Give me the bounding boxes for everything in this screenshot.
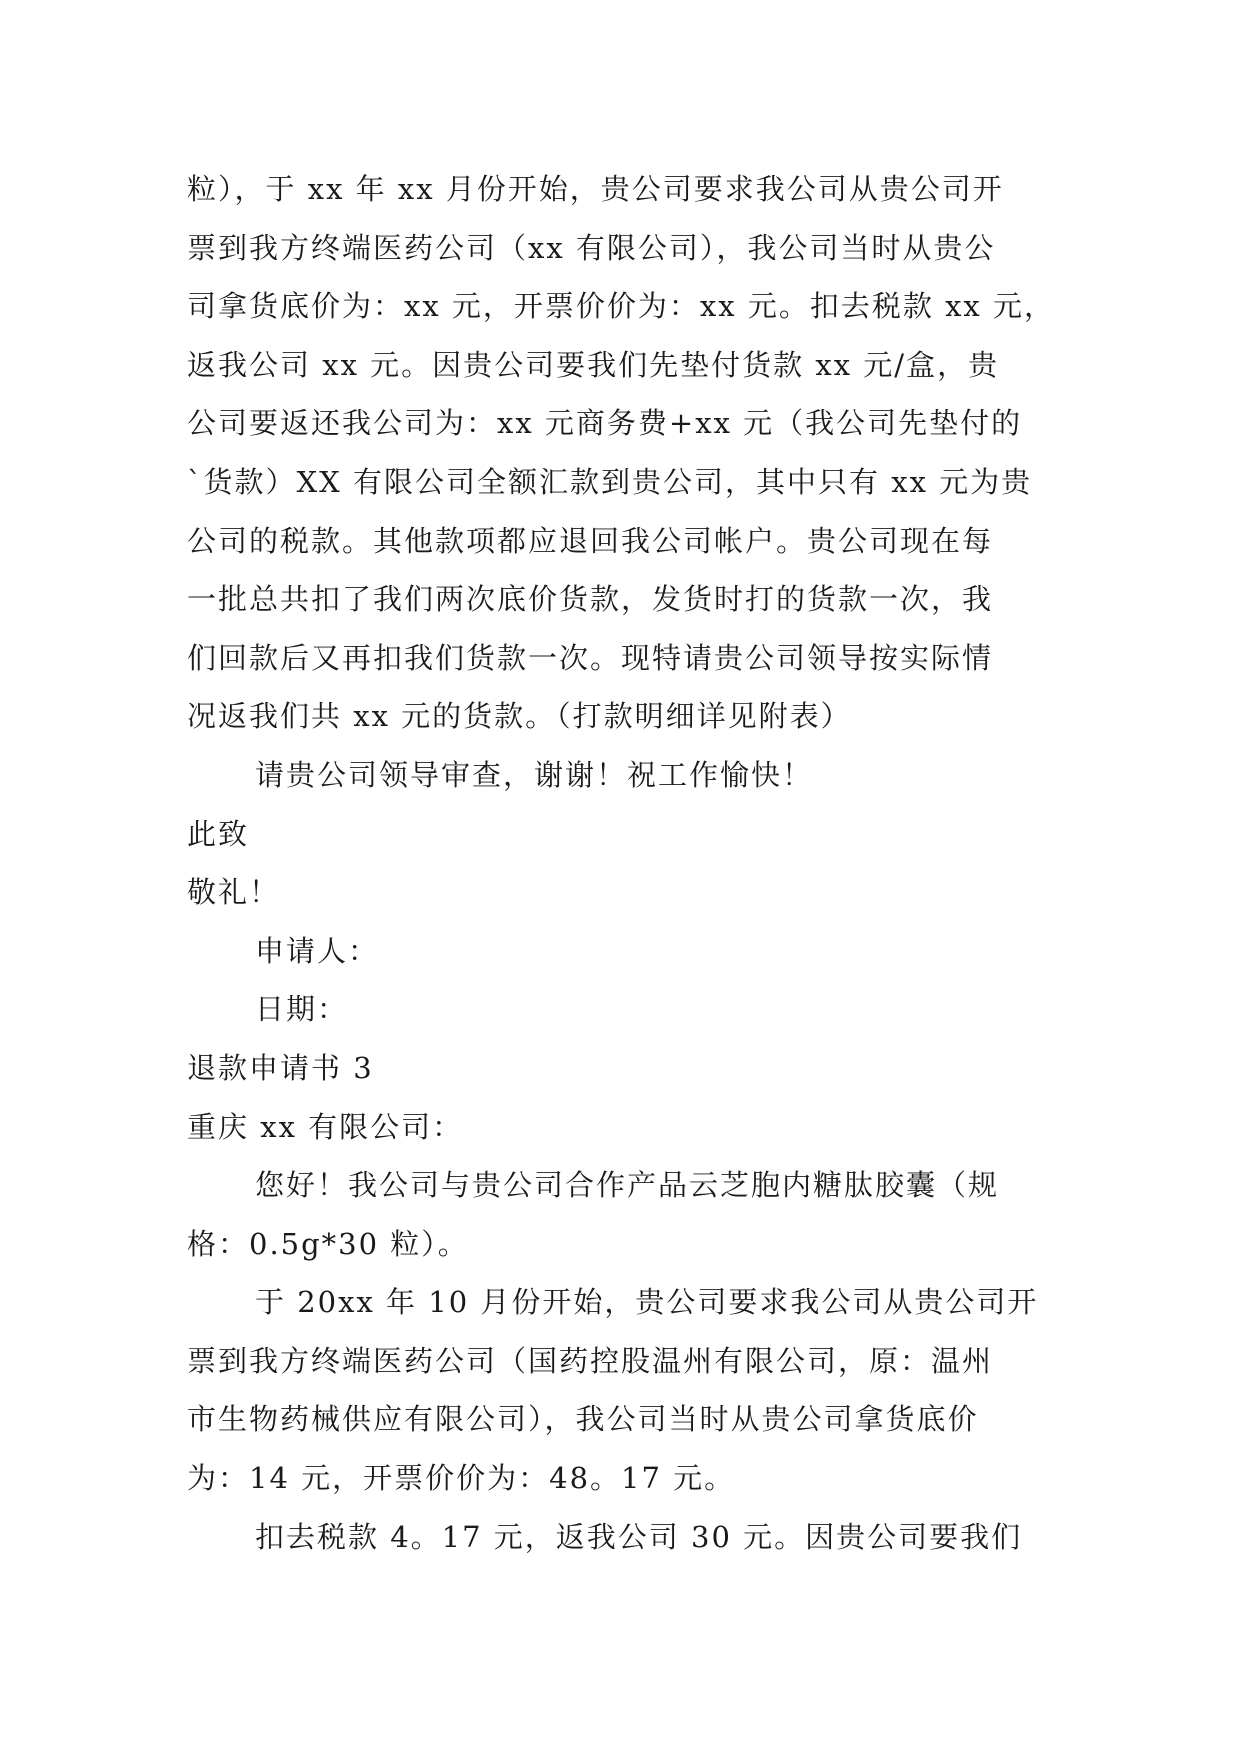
applicant-label: 申请人： bbox=[255, 933, 380, 968]
text-line: 市生物药械供应有限公司），我公司当时从贵公司拿货底价 bbox=[187, 1402, 979, 1437]
salutation-cizhi: 此致 bbox=[187, 816, 250, 851]
text-line: 一批总共扣了我们两次底价货款，发货时打的货款一次，我 bbox=[187, 582, 994, 617]
closing-request: 请贵公司领导审查，谢谢！祝工作愉快！ bbox=[255, 757, 814, 792]
text-line: 您好！我公司与贵公司合作产品云芝胞内糖肽胶囊（规 bbox=[255, 1168, 1000, 1203]
text-line: 粒），于 xx 年 xx 月份开始，贵公司要求我公司从贵公司开 bbox=[187, 172, 1004, 206]
section-title: 退款申请书 3 bbox=[187, 1050, 374, 1085]
salutation-jingli: 敬礼！ bbox=[187, 875, 281, 910]
text-line: 返我公司 xx 元。因贵公司要我们先垫付货款 xx 元/盒，贵 bbox=[187, 347, 1000, 382]
recipient: 重庆 xx 有限公司： bbox=[187, 1109, 464, 1144]
text-line: 票到我方终端医药公司（国药控股温州有限公司，原：温州 bbox=[187, 1343, 994, 1378]
text-line: 票到我方终端医药公司（xx 有限公司），我公司当时从贵公 bbox=[187, 230, 996, 265]
document-body bbox=[187, 160, 1057, 1566]
text-line: 扣去税款 4。17 元，返我公司 30 元。因贵公司要我们 bbox=[255, 1519, 1023, 1554]
text-line: 司拿货底价为：xx 元，开票价价为：xx 元。扣去税款 xx 元， bbox=[187, 289, 1056, 324]
date-label: 日期： bbox=[255, 992, 349, 1027]
text-line: 公司的税款。其他款项都应退回我公司帐户。贵公司现在每 bbox=[187, 523, 994, 558]
text-line: 于 20xx 年 10 月份开始，贵公司要求我公司从贵公司开 bbox=[255, 1285, 1039, 1320]
text-line: 为：14 元，开票价价为：48。17 元。 bbox=[187, 1461, 736, 1496]
text-line: 格：0.5g*30 粒）。 bbox=[187, 1226, 469, 1261]
text-line: 况返我们共 xx 元的货款。（打款明细详见附表） bbox=[187, 699, 852, 734]
text-line: `货款）XX 有限公司全额汇款到贵公司，其中只有 xx 元为贵 bbox=[187, 464, 1033, 499]
text-line: 们回款后又再扣我们货款一次。现特请贵公司领导按实际情 bbox=[187, 640, 994, 675]
text-line: 公司要返还我公司为：xx 元商务费+xx 元（我公司先垫付的 bbox=[187, 406, 1023, 441]
